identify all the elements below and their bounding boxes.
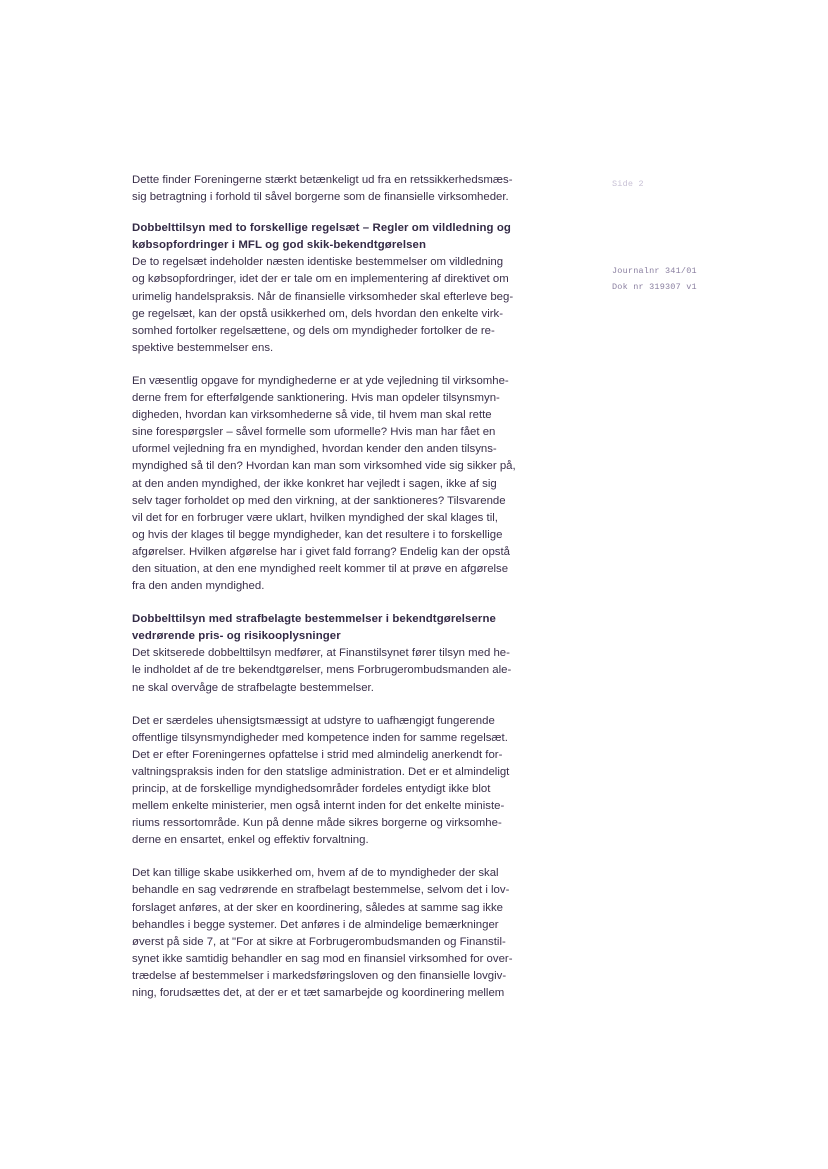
paragraph-2: De to regelsæt indeholder næsten identiske bestemmelser om vildledning og købsopfordringer, idet der er tale om en implementering af direktivet om urimelig handelspraksis. Når de finansielle virksomheder skal efterleve beg- ge regelsæt, kan der opstå usikkerhed om, dels hvordan den enkelte virk- somhed fortolker regelsættene, og dels om myndigheder fortolker de re- spektive bestemmelser ens. <box>132 256 514 354</box>
paragraph-6: Det kan tillige skabe usikkerhed om, hvem af de to myndigheder der skal behandle en sag vedrørende en strafbelagt bestemmelse, selvom det i lov- forslaget anføres, at der sker en koordinering, således at samme sag ikke behandles i begge systemer. Det anføres i de almindelige bemærkninger øverst på side 7, at "For at sikre at Forbrugerombudsmanden og Finanstil- synet ikke samtidig behandler en sag mod en finansiel virksomhed for over- trædelse af bestemmelser i markedsføringsloven og den finansielle lovgiv- ning, forudsættes det, at der er et tæt samarbejde og koordinering mellem <box>132 867 513 1000</box>
document-body <box>132 172 580 1002</box>
page-number-label <box>612 176 644 192</box>
journal-reference <box>612 263 697 295</box>
section-heading-1: Dobbelttilsyn med to forskellige regelsæt – Regler om vildledning og købsopfordringer i MFL og god skik-bekendtgørelsen <box>132 222 511 252</box>
paragraph-1: Dette finder Foreningerne stærkt betænkeligt ud fra en retssikkerhedsmæs- sig betragtning i forhold til såvel borgerne som de finansielle virksomheder. <box>132 174 513 204</box>
paragraph-4: Det skitserede dobbelttilsyn medfører, at Finanstilsynet fører tilsyn med he- le indholdet af de tre bekendtgørelser, mens Forbrugerombudsmanden ale- ne skal overvåge de strafbelagte bestemmelser. <box>132 647 512 694</box>
document-number: Dok nr 319307 v1 <box>612 282 697 292</box>
page-label: Side 2 <box>612 179 644 189</box>
journal-number: Journalnr 341/01 <box>612 266 697 276</box>
section-heading-2: Dobbelttilsyn med strafbelagte bestemmelser i bekendtgørelserne vedrørende pris- og risikooplysninger <box>132 613 496 643</box>
paragraph-5: Det er særdeles uhensigtsmæssigt at udstyre to uafhængigt fungerende offentlige tilsynsmyndigheder med kompetence inden for samme regelsæt. Det er efter Foreningernes opfattelse i strid med almindelig anerkendt for- valtningspraksis inden for den statslige administration. Det er et almindeligt princip, at de forskellige myndighedsområder fordeles entydigt ikke blot mellem enkelte ministerier, men også internt inden for det enkelte ministe- riums ressortområde. Kun på denne måde sikres borgerne og virksomhe- derne en ensartet, enkel og effektiv forvaltning. <box>132 714 510 847</box>
paragraph-3: En væsentlig opgave for myndighederne er at yde vejledning til virksomhe- derne frem for efterfølgende sanktionering. Hvis man opdeler tilsynsmyn- digheden, hvordan kan virksomhederne så vide, til hvem man skal rette sine forespørgsler – såvel formelle som uformelle? Hvis man har fået en uformel vejledning fra en myndighed, hvordan kender den anden tilsyns- myndighed så til den? Hvordan kan man som virksomhed vide sig sikker på, at den anden myndighed, der ikke konkret har vejledt i sagen, ikke af sig selv tager forholdet op med den virkning, at der sanktioneres? Tilsvarende vil det for en forbruger være uklart, hvilken myndighed der skal klages til, og hvis der klages til begge myndigheder, kan det resultere i to forskellige afgørelser. Hvilken afgørelse har i givet fald forrang? Endelig kan der opstå den situation, at den ene myndighed reelt kommer til at prøve en afgørelse fra den anden myndighed. <box>132 374 516 593</box>
